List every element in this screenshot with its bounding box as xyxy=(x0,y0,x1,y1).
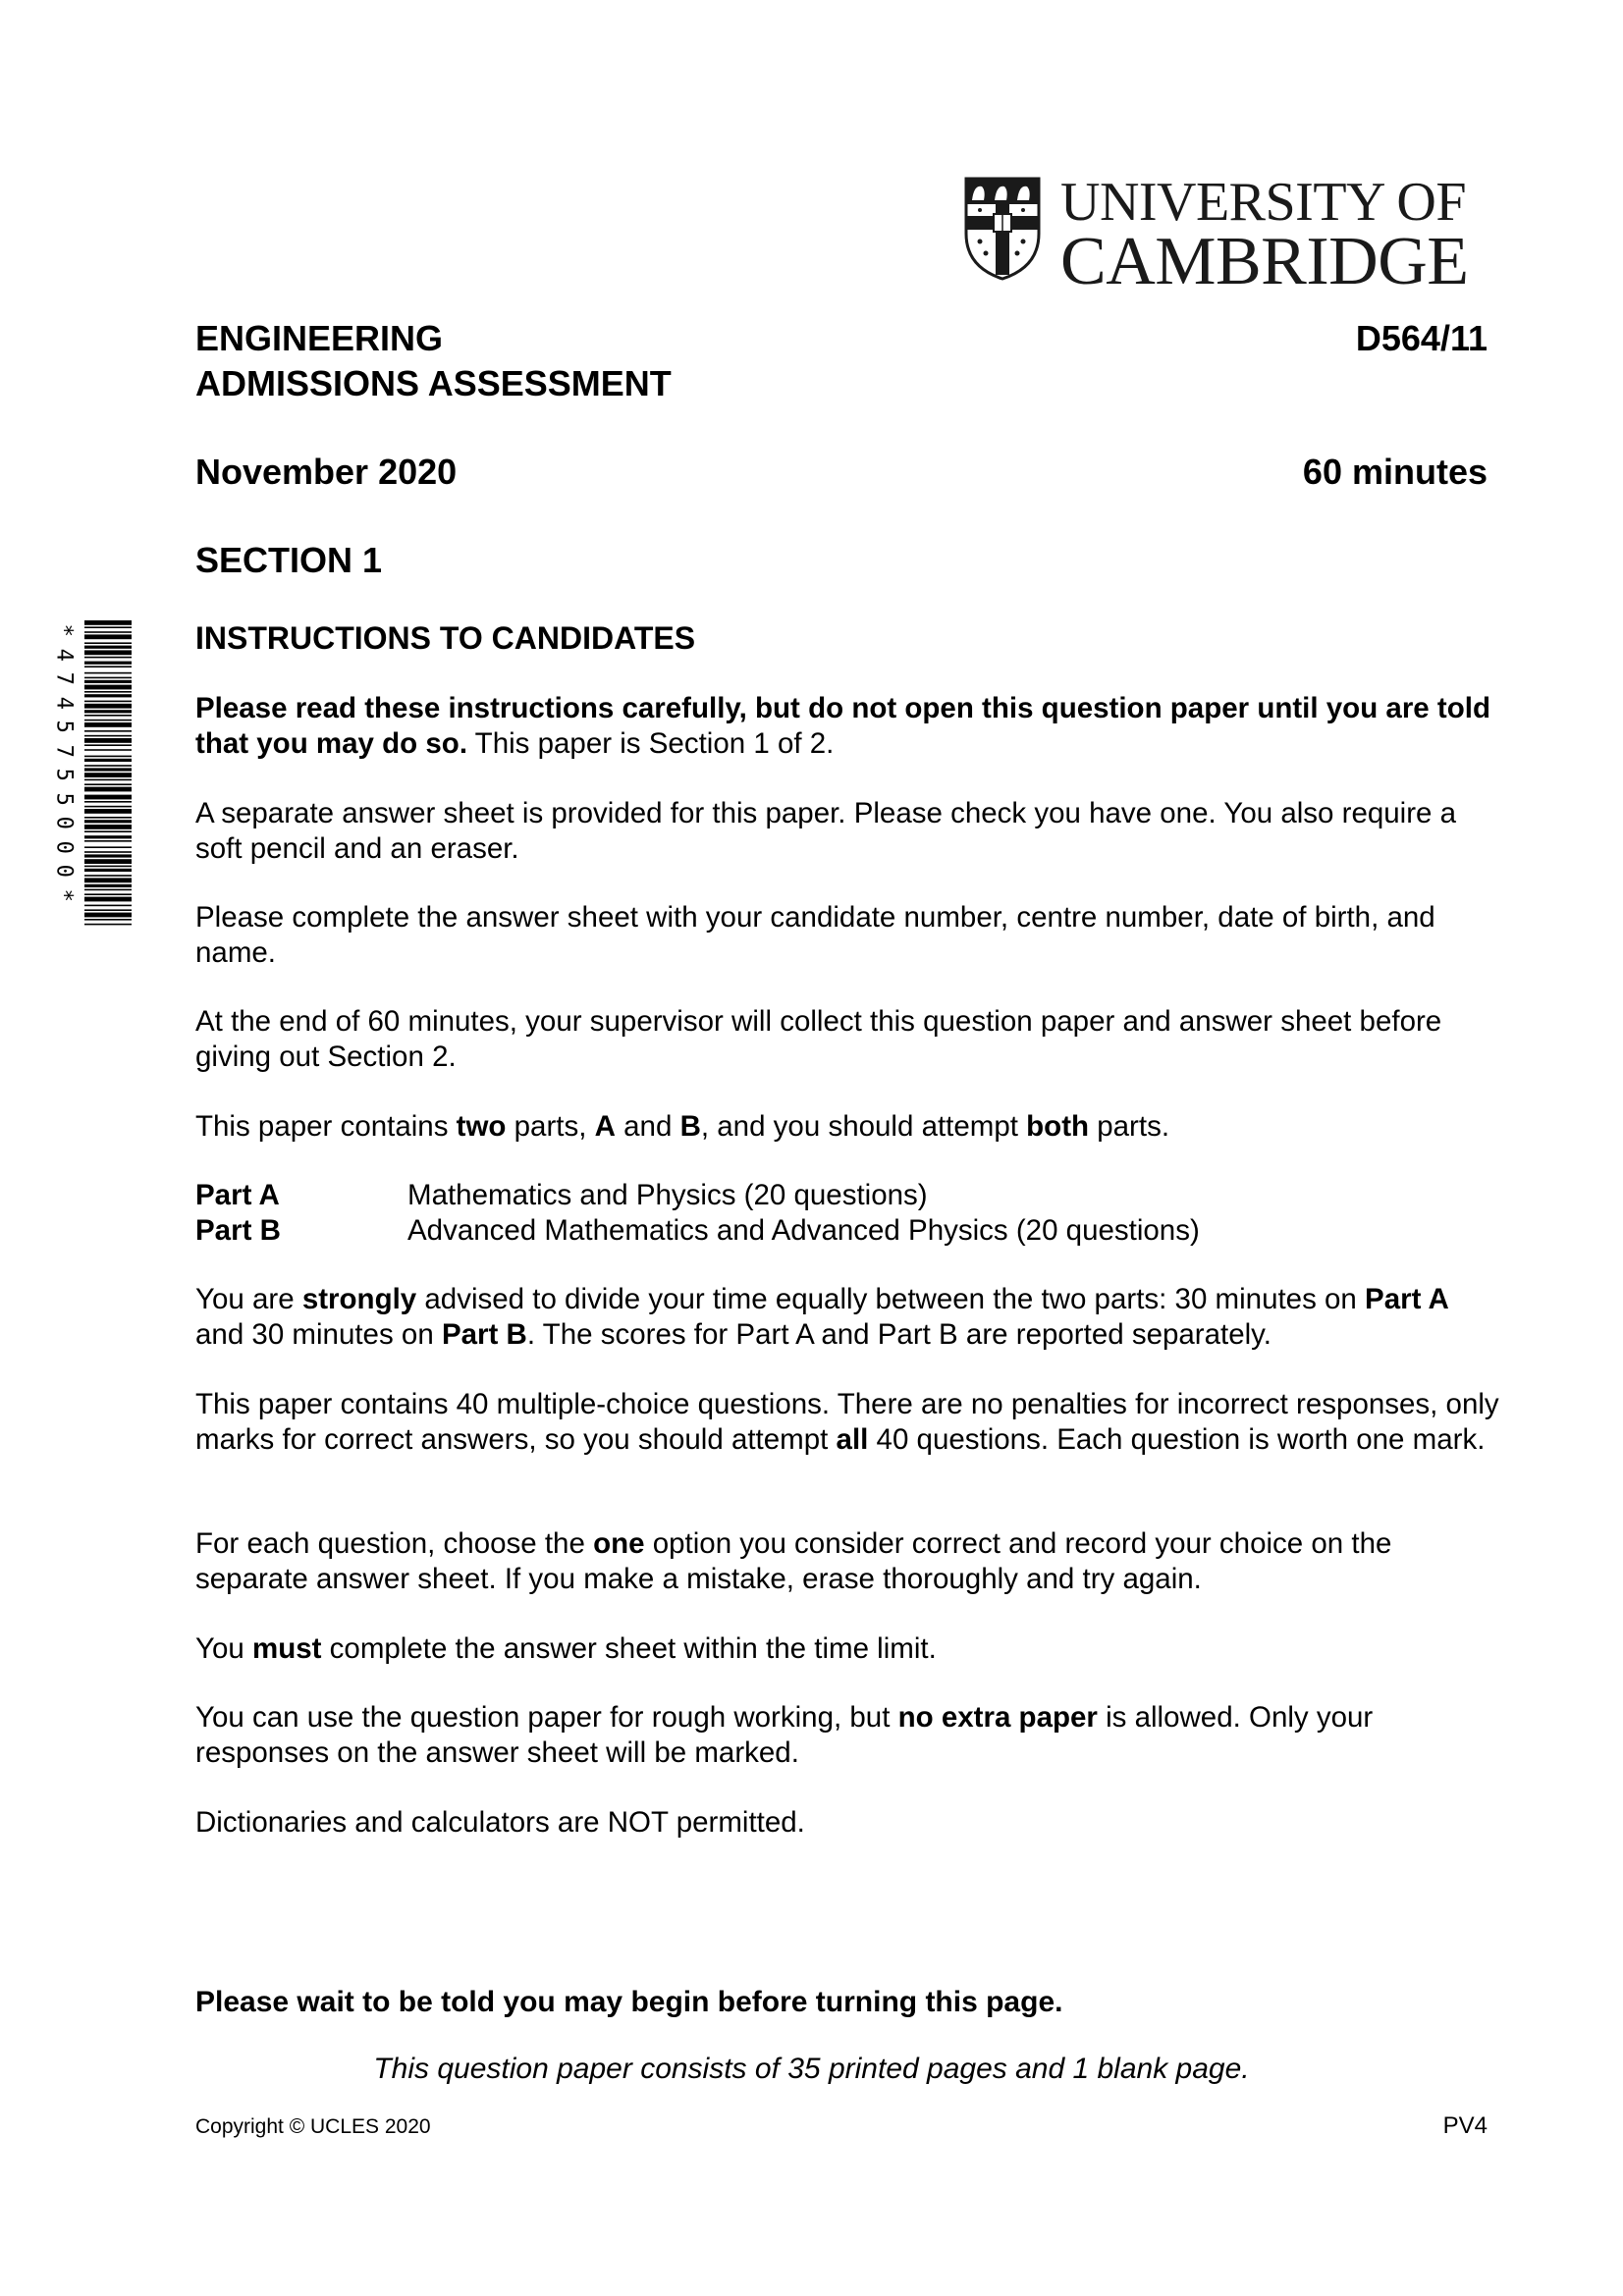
instruction-paragraph xyxy=(195,1282,1501,1352)
instruction-text: , and you should attempt xyxy=(700,1110,1027,1143)
instruction-bold: all xyxy=(836,1422,869,1456)
barcode-digits xyxy=(43,618,82,923)
barcode-digit: 7 xyxy=(51,744,77,758)
title-line-2: ADMISSIONS ASSESSMENT xyxy=(195,363,672,403)
instruction-text: option you consider correct and record your choice on the separate answer sheet. If you make a mistake, erase thoroughly and try again. xyxy=(195,1527,1392,1595)
barcode-digit: 4 xyxy=(51,648,77,662)
instruction-text: and xyxy=(615,1110,680,1143)
instruction-text: and 30 minutes on xyxy=(195,1317,442,1351)
barcode-digit: 5 xyxy=(51,720,77,733)
instruction-text: is allowed. Only your responses on the answer sheet will be marked. xyxy=(195,1701,1374,1769)
instruction-text: This paper contains xyxy=(195,1110,457,1143)
part-description: Mathematics and Physics (20 questions) xyxy=(407,1179,928,1211)
university-name xyxy=(1060,172,1469,299)
instruction-bold: B xyxy=(679,1110,701,1143)
barcode-digit: 0 xyxy=(51,840,77,854)
instruction-bold: strongly xyxy=(301,1283,417,1315)
university-logo xyxy=(964,172,1485,299)
instruction-paragraph: A separate answer sheet is provided for this paper. Please check you have one. You also require a soft pencil and an eraser. xyxy=(195,797,1457,865)
instruction-bold: A xyxy=(594,1110,616,1143)
instruction-paragraph xyxy=(195,1526,1501,1596)
instruction-paragraph xyxy=(195,1700,1501,1770)
copyright-notice: Copyright © UCLES 2020 xyxy=(195,2115,431,2138)
title-line-1: ENGINEERING xyxy=(195,318,444,358)
instructions-heading: INSTRUCTIONS TO CANDIDATES xyxy=(195,620,696,656)
cambridge-crest-icon xyxy=(964,177,1041,281)
instruction-bold: Please read these instructions carefully, but do not open this question paper until you are told that you may do so. xyxy=(195,692,1490,760)
wait-notice: Please wait to be told you may begin before turning this page. xyxy=(195,1986,1063,2018)
instruction-text: You are xyxy=(195,1283,302,1315)
instruction-text: You can use the question paper for rough working, but xyxy=(195,1701,898,1734)
paper-code: D564/11 xyxy=(1355,318,1488,358)
page-count-notice: This question paper consists of 35 printed pages and 1 blank page. xyxy=(373,2053,1250,2085)
logo-line-cambridge: CAMBRIDGE xyxy=(1060,224,1469,299)
barcode-digit: * xyxy=(51,888,77,902)
instruction-paragraph xyxy=(195,1631,1501,1667)
instruction-text: You xyxy=(195,1632,252,1665)
instruction-paragraph: At the end of 60 minutes, your supervisor will collect this question paper and answer sheet before giving out Section 2. xyxy=(195,1005,1442,1073)
barcode-digit: 5 xyxy=(51,768,77,781)
barcode-icon xyxy=(84,620,132,927)
part-description: Advanced Mathematics and Advanced Physics (20 questions) xyxy=(407,1214,1200,1247)
exam-date: November 2020 xyxy=(195,452,458,492)
logo-line-university-of: UNIVERSITY OF xyxy=(1060,172,1466,233)
part-row-a xyxy=(195,1178,928,1213)
instruction-paragraph xyxy=(195,1109,1501,1145)
instruction-paragraph: Dictionaries and calculators are NOT permitted. xyxy=(195,1806,805,1839)
instruction-paragraph xyxy=(195,691,1501,761)
instruction-paragraph: Please complete the answer sheet with your candidate number, centre number, date of birth, and name. xyxy=(195,901,1435,969)
instruction-text: This paper is Section 1 of 2. xyxy=(467,726,835,760)
barcode-digit: * xyxy=(51,623,77,637)
instruction-text: 40 questions. Each question is worth one mark. xyxy=(868,1422,1486,1456)
section-title: SECTION 1 xyxy=(195,540,383,580)
instruction-bold: both xyxy=(1026,1110,1090,1143)
instruction-bold: one xyxy=(593,1527,645,1560)
part-label: Part A xyxy=(195,1179,280,1211)
instruction-text: parts, xyxy=(506,1110,595,1143)
exam-duration: 60 minutes xyxy=(1302,452,1488,492)
instruction-bold: must xyxy=(251,1632,322,1665)
barcode-digit: 0 xyxy=(51,864,77,878)
instruction-bold: Part B xyxy=(441,1317,527,1351)
instruction-bold: two xyxy=(456,1110,507,1143)
instruction-text: . The scores for Part A and Part B are reported separately. xyxy=(526,1317,1271,1351)
instruction-text: complete the answer sheet within the time limit. xyxy=(321,1632,937,1665)
instruction-bold: Part A xyxy=(1365,1283,1449,1315)
instruction-text: parts. xyxy=(1089,1110,1170,1143)
part-row-b xyxy=(195,1213,1200,1249)
instruction-text: For each question, choose the xyxy=(195,1527,594,1560)
barcode-digit: 5 xyxy=(51,792,77,806)
page-code: PV4 xyxy=(1442,2112,1488,2139)
instruction-bold: no extra paper xyxy=(897,1701,1098,1734)
part-label: Part B xyxy=(195,1214,281,1247)
instruction-text: advised to divide your time equally between the two parts: 30 minutes on xyxy=(416,1283,1366,1315)
barcode-digit: 0 xyxy=(51,816,77,829)
instruction-paragraph xyxy=(195,1387,1501,1457)
barcode-digit: 7 xyxy=(51,671,77,685)
instruction-text: This paper contains 40 multiple-choice questions. There are no penalties for incorrect responses, only marks for correct answers, so you should attempt xyxy=(195,1388,1499,1456)
barcode-digit: 4 xyxy=(51,696,77,710)
